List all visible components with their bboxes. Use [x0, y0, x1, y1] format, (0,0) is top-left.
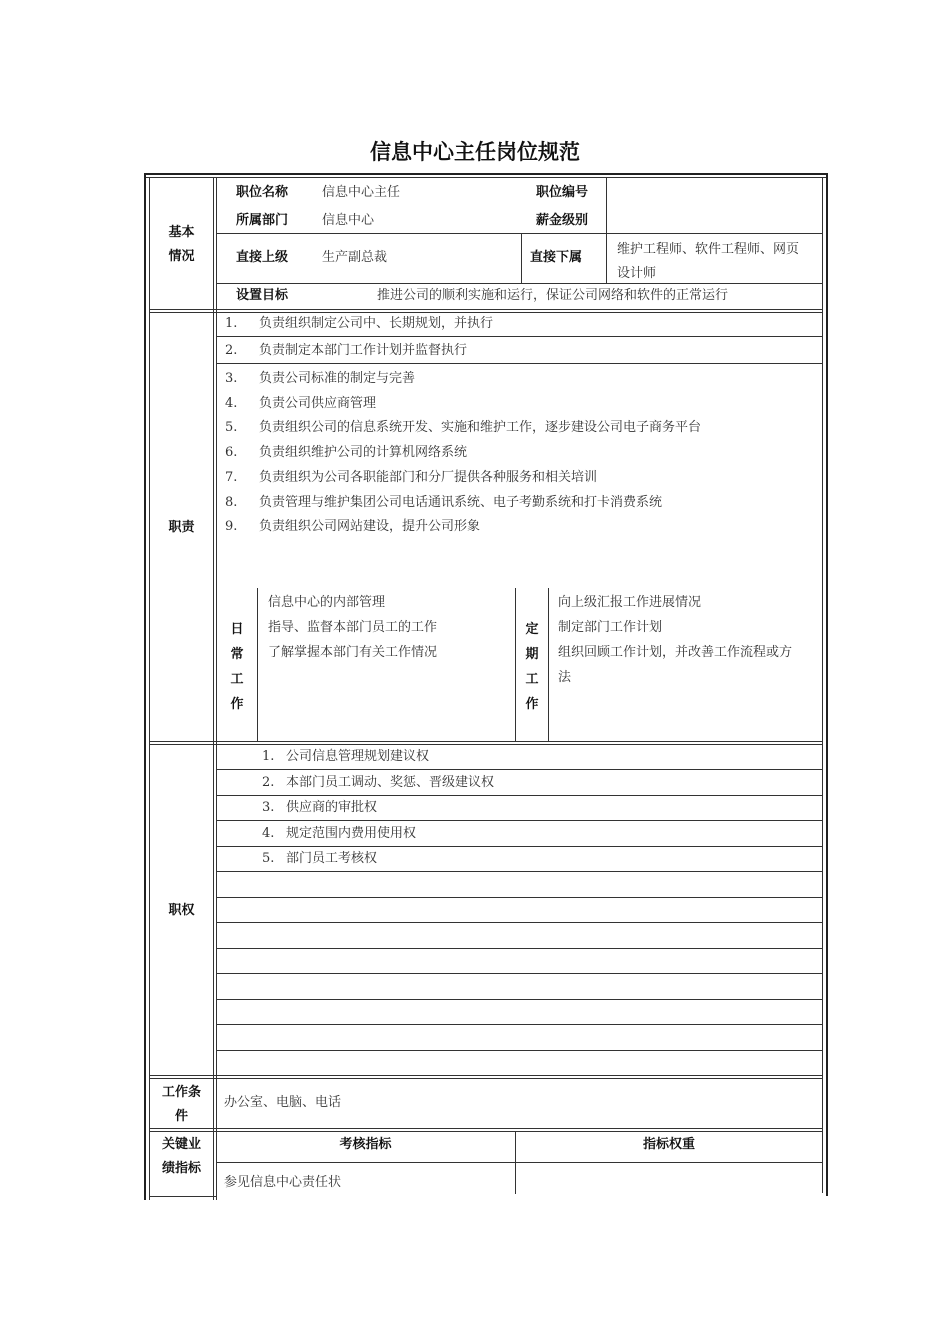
page-title: 信息中心主任岗位规范: [370, 140, 580, 164]
section-label-duties: 职责: [168, 520, 195, 535]
item-text: 负责管理与维护集团公司电话通讯系统、电子考勤系统和打卡消费系统: [259, 495, 663, 510]
item-number: 7.: [225, 470, 238, 485]
superior-label: 直接上级: [236, 250, 289, 265]
section-label-line: 工作条: [161, 1085, 201, 1100]
list-item: [225, 470, 597, 486]
item-number: 1.: [262, 749, 275, 764]
goal-value: 推进公司的顺利实施和运行，保证公司网络和软件的正常运行: [377, 288, 729, 303]
label-char: 日: [230, 622, 244, 637]
list-item: [262, 749, 429, 765]
col-line: [548, 588, 549, 741]
list-item: [225, 519, 480, 535]
table-left-inner-border: [149, 177, 150, 1200]
item-text: 本部门员工调动、奖惩、晋级建议权: [286, 775, 495, 790]
table-right-inner-border: [822, 177, 823, 1193]
section-label-line: 绩指标: [161, 1161, 201, 1176]
row-line: [216, 820, 822, 821]
goal-label: 设置目标: [236, 288, 289, 303]
label-column-divider: [213, 177, 214, 1200]
row-line: [216, 795, 822, 796]
row-line: [216, 871, 822, 872]
position-code-label: 职位编号: [536, 185, 589, 200]
item-text: 公司信息管理规划建议权: [286, 749, 430, 764]
position-name-label: 职位名称: [236, 185, 289, 200]
section-line: [149, 1128, 822, 1129]
row-line: [216, 336, 822, 337]
item-number: 4.: [225, 396, 238, 411]
label-char: 期: [525, 647, 539, 662]
table-top-border: [144, 173, 828, 175]
label-column-divider-2: [216, 177, 217, 1200]
position-name-value: 信息中心主任: [322, 185, 401, 200]
row-line: [216, 363, 822, 364]
list-item: 制定部门工作计划: [558, 620, 663, 635]
item-text: 负责组织维护公司的计算机网络系统: [259, 445, 468, 460]
superior-value: 生产副总裁: [322, 250, 388, 265]
label-char: 常: [230, 647, 244, 662]
col-line: [606, 177, 607, 233]
list-item: [262, 851, 377, 867]
section-line: [149, 1131, 822, 1132]
list-item: [262, 826, 416, 842]
row-line: [216, 1162, 822, 1163]
daily-work-label: [227, 617, 247, 717]
item-number: 5.: [262, 851, 275, 866]
item-text: 负责制定本部门工作计划并监督执行: [259, 343, 468, 358]
list-item: [262, 800, 377, 816]
list-item: 信息中心的内部管理: [268, 595, 386, 610]
list-item: [225, 420, 701, 436]
list-item: 组织回顾工作计划，并改善工作流程或方: [558, 645, 793, 660]
department-value: 信息中心: [322, 213, 375, 228]
section-line: [149, 312, 822, 313]
kpi-col-header-weight: 指标权重: [642, 1137, 695, 1152]
section-label-line: 件: [174, 1109, 188, 1124]
item-text: 负责组织为公司各职能部门和分厂提供各种服务和相关培训: [259, 470, 598, 485]
item-number: 2.: [225, 343, 238, 358]
subordinate-value: [617, 238, 799, 286]
list-item: 法: [558, 670, 572, 685]
label-char: 工: [525, 672, 539, 687]
subordinate-label: 直接下属: [530, 250, 583, 265]
list-item: 指导、监督本部门员工的工作: [268, 620, 438, 635]
table-left-border: [144, 173, 146, 1200]
periodic-work-label: [522, 617, 542, 717]
list-item: [225, 445, 467, 461]
item-text: 负责组织制定公司中、长期规划，并执行: [259, 316, 494, 331]
item-number: 2.: [262, 775, 275, 790]
row-line: [216, 1050, 822, 1051]
item-number: 3.: [225, 371, 238, 386]
list-item: 了解掌握本部门有关工作情况: [268, 645, 438, 660]
col-line: [257, 588, 258, 741]
item-text: 负责公司标准的制定与完善: [259, 371, 416, 386]
list-item: [225, 343, 467, 359]
row-line: [216, 233, 822, 234]
section-label-kpi: [150, 1133, 213, 1181]
salary-label: 薪金级别: [536, 213, 589, 228]
item-text: 负责组织公司网站建设，提升公司形象: [259, 519, 481, 534]
kpi-value: 参见信息中心责任状: [224, 1175, 342, 1190]
row-line: [216, 1024, 822, 1025]
periodic-work-list: [558, 590, 792, 690]
col-line: [606, 233, 607, 283]
label-char: 作: [230, 697, 244, 712]
row-line: [216, 973, 822, 974]
row-line: [216, 769, 822, 770]
list-item: [225, 316, 493, 332]
item-number: 4.: [262, 826, 275, 841]
subordinate-line: 维护工程师、软件工程师、网页: [617, 242, 800, 257]
subordinate-line: 设计师: [617, 266, 657, 281]
item-text: 负责公司供应商管理: [259, 396, 377, 411]
row-line: [216, 897, 822, 898]
item-text: 供应商的审批权: [286, 800, 378, 815]
item-number: 6.: [225, 445, 238, 460]
department-label: 所属部门: [236, 213, 289, 228]
label-char: 工: [230, 672, 244, 687]
label-char: 定: [525, 622, 539, 637]
item-number: 9.: [225, 519, 238, 534]
conditions-value: 办公室、电脑、电话: [224, 1095, 342, 1110]
section-label-authority: 职权: [168, 903, 195, 918]
item-text: 部门员工考核权: [286, 851, 378, 866]
table-right-border: [826, 173, 828, 1196]
table-top-inner-border: [146, 177, 826, 178]
row-line: [216, 999, 822, 1000]
section-label-line: 关键业: [161, 1137, 201, 1152]
section-label-line: 情况: [168, 249, 195, 264]
list-item: 向上级汇报工作进展情况: [558, 595, 702, 610]
list-item: [225, 371, 415, 387]
item-number: 8.: [225, 495, 238, 510]
item-text: 规定范围内费用使用权: [286, 826, 417, 841]
section-label-line: 基本: [168, 225, 195, 240]
item-number: 1.: [225, 316, 238, 331]
section-line: [149, 744, 822, 745]
list-item: [262, 775, 494, 791]
col-line: [521, 233, 522, 283]
section-line: [149, 1075, 822, 1076]
kpi-col-header-metric: 考核指标: [339, 1137, 392, 1152]
label-char: 作: [525, 697, 539, 712]
row-line: [216, 846, 822, 847]
list-item: [225, 495, 662, 511]
section-line: [149, 1078, 822, 1079]
list-item: [225, 396, 376, 412]
section-label-basic: [150, 221, 213, 269]
item-number: 5.: [225, 420, 238, 435]
daily-work-list: [268, 590, 437, 665]
section-label-conditions: [150, 1081, 213, 1129]
item-number: 3.: [262, 800, 275, 815]
col-line: [515, 588, 516, 741]
section-line: [149, 309, 822, 310]
item-text: 负责组织公司的信息系统开发、实施和维护工作，逐步建设公司电子商务平台: [259, 420, 702, 435]
row-line: [216, 922, 822, 923]
section-line: [149, 741, 822, 742]
row-line: [149, 1196, 216, 1197]
row-line: [216, 948, 822, 949]
